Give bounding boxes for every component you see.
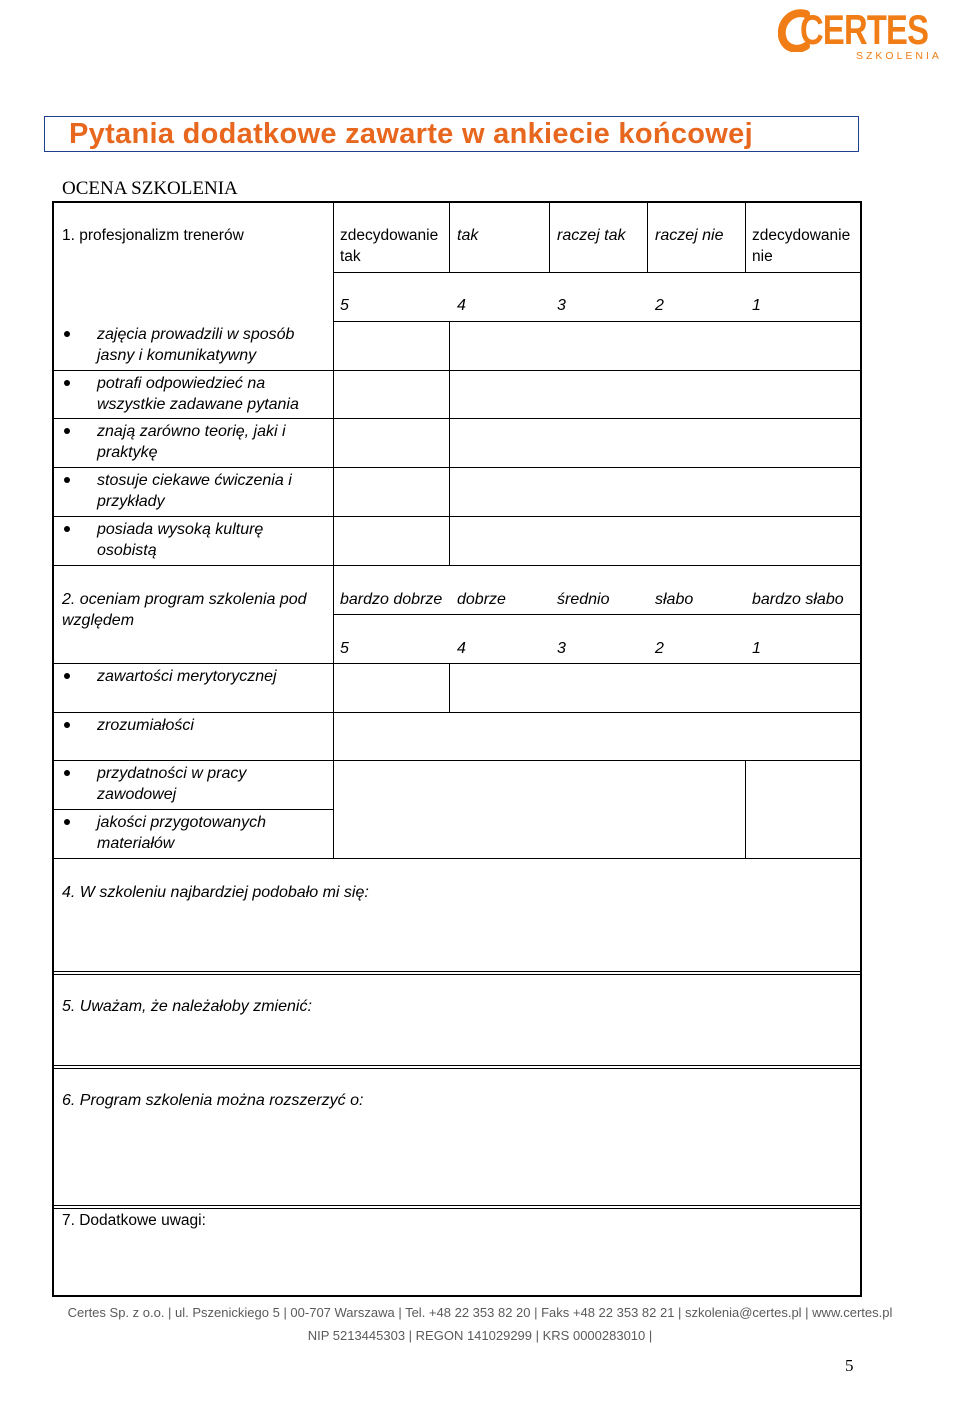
footer-registration: NIP 5213445303 | REGON 141029299 | KRS 0000283010 | <box>307 1328 653 1343</box>
q1-score-1: 1 <box>752 297 761 314</box>
logo-brand: CERTES <box>800 6 929 53</box>
q4-label: 4. W szkoleniu najbardziej podobało mi się: <box>62 884 369 901</box>
q6-label: 6. Program szkolenia można rozszerzyć o: <box>62 1092 364 1109</box>
bullet-icon <box>64 770 70 776</box>
q1-item: posiada wysoką kulturę osobistą <box>97 521 264 559</box>
q2-col-3: średnio <box>557 591 610 608</box>
q2-item: zawartości merytorycznej <box>97 668 277 685</box>
q1-score-3: 3 <box>557 297 566 314</box>
page-title: Pytania dodatkowe zawarte w ankiecie końcowej <box>69 118 753 150</box>
q2-col-2: dobrze <box>457 591 506 608</box>
q7-label: 7. Dodatkowe uwagi: <box>62 1212 206 1229</box>
q2-score-3: 3 <box>557 640 566 657</box>
bullet-icon <box>64 477 70 483</box>
bullet-icon <box>64 526 70 532</box>
bullet-icon <box>64 673 70 679</box>
q2-item: przydatności w pracy zawodowej <box>97 765 247 803</box>
q2-score-2: 2 <box>655 640 664 657</box>
q1-score-2: 2 <box>655 297 664 314</box>
q1-col-1: zdecydowanie tak <box>340 227 439 265</box>
bullet-icon <box>64 819 70 825</box>
q1-item: stosuje ciekawe ćwiczenia i przykłady <box>97 472 292 510</box>
q1-score-5: 5 <box>340 297 349 314</box>
logo-subtitle: SZKOLENIA <box>856 50 942 62</box>
q2-score-4: 4 <box>457 640 466 657</box>
q1-label: 1. profesjonalizm trenerów <box>62 227 244 244</box>
footer-contact: Certes Sp. z o.o. | ul. Pszenickiego 5 | 00-707 Warszawa | Tel. +48 22 353 82 20 | Faks +48 22 353 82 21 | szkolenia@certes.pl | www.certes.pl <box>67 1305 893 1320</box>
q1-col-4: raczej nie <box>655 227 724 244</box>
q2-label: 2. oceniam program szkolenia pod względem <box>62 591 307 629</box>
title-box <box>44 116 859 152</box>
q1-item: potrafi odpowiedzieć na wszystkie zadawane pytania <box>97 375 299 413</box>
bullet-icon <box>64 380 70 386</box>
q2-col-5: bardzo słabo <box>752 591 844 608</box>
q2-item: jakości przygotowanych materiałów <box>97 814 266 852</box>
bullet-icon <box>64 428 70 434</box>
q1-item: zajęcia prowadzili w sposób jasny i komunikatywny <box>97 326 295 364</box>
q2-col-1: bardzo dobrze <box>340 591 443 608</box>
q2-item: zrozumiałości <box>97 717 194 734</box>
bullet-icon <box>64 722 70 728</box>
q1-col-5: zdecydowanie nie <box>752 227 851 265</box>
page-number: 5 <box>845 1356 854 1375</box>
q1-item: znają zarówno teorię, jaki i praktykę <box>97 423 286 461</box>
section-heading: OCENA SZKOLENIA <box>62 178 238 199</box>
certes-logo <box>778 6 942 62</box>
q1-score-4: 4 <box>457 297 466 314</box>
q2-score-1: 1 <box>752 640 761 657</box>
q2-col-4: słabo <box>655 591 694 608</box>
q2-score-5: 5 <box>340 640 349 657</box>
bullet-icon <box>64 331 70 337</box>
q1-col-2: tak <box>457 227 479 244</box>
q5-label: 5. Uważam, że należałoby zmienić: <box>62 998 312 1015</box>
q1-col-3: raczej tak <box>557 227 626 244</box>
